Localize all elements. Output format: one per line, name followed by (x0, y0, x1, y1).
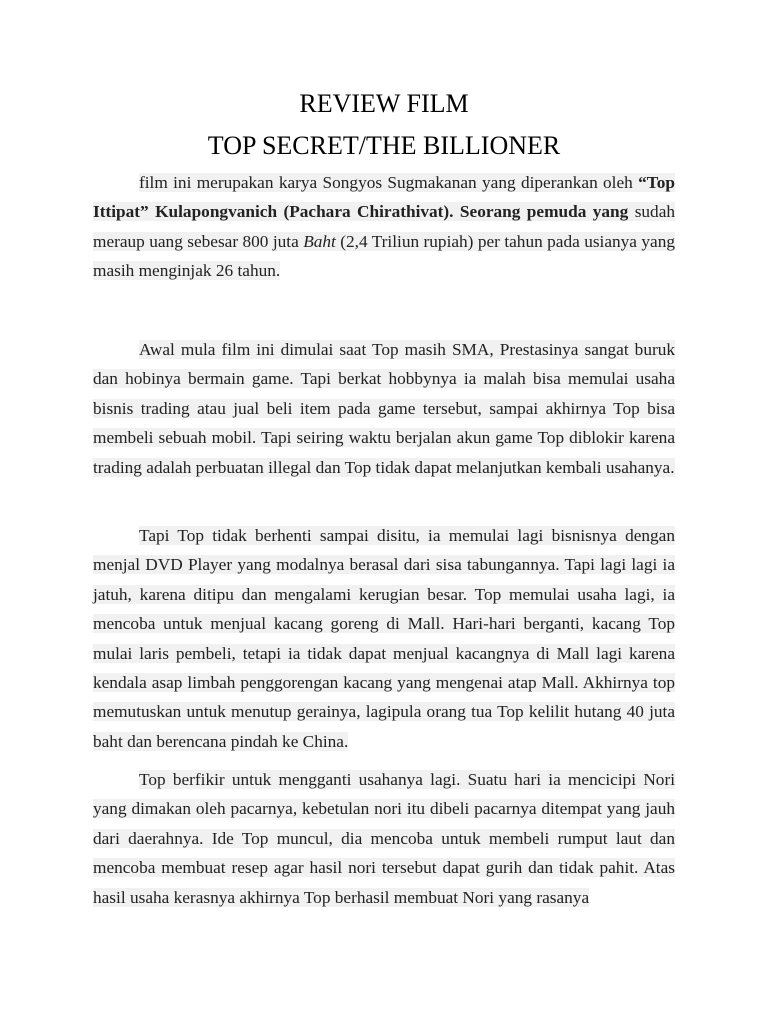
paragraph-2-text: Awal mula film ini dimulai saat Top masih SMA, Prestasinya sangat buruk dan hobinya bermain game. Tapi berkat hobbynya ia malah bisa memulai usaha bisnis trading atau jual beli item pada game tersebut, sampai akhirnya Top bisa membeli sebuah mobil. Tapi seiring waktu berjalan akun game Top diblokir karena trading adalah perbuatan illegal dan Top tidak dapat melanjutkan kembali usahanya. (93, 340, 675, 477)
intro-text-baht: Baht (303, 231, 336, 251)
intro-text-a: film ini merupakan karya Songyos Sugmakanan yang diperankan oleh (139, 173, 633, 192)
paragraph-intro (93, 168, 675, 286)
paragraph-4-text: Top berfikir untuk mengganti usahanya lagi. Suatu hari ia mencicipi Nori yang dimakan oleh pacarnya, kebetulan nori itu dibeli pacarnya ditempat yang jauh dari daerahnya. Ide Top muncul, dia mencoba untuk membeli rumput laut dan mencoba membuat resep agar hasil nori tersebut dapat gurih dan tidak pahit. Atas hasil usaha kerasnya akhirnya Top berhasil membuat Nori yang rasanya (93, 770, 675, 907)
paragraph-3-text: Tapi Top tidak berhenti sampai disitu, ia memulai lagi bisnisnya dengan menjal DVD Player yang modalnya berasal dari sisa tabungannya. Tapi lagi lagi ia jatuh, karena ditipu dan mengalami kerugian besar. Top memulai usaha lagi, ia mencoba untuk menjual kacang goreng di Mall. Hari-hari berganti, kacang Top mulai laris pembeli, tetapi ia tidak dapat menjual kacangnya di Mall lagi karena kendala asap limbah penggorengan kacang yang mengenai atap Mall. Akhirnya top memutuskan untuk menutup gerainya, lagipula orang tua Top kelilit hutang 40 juta baht dan berencana pindah ke China. (93, 526, 675, 751)
intro-text-f: (2,4 Triliun rupiah) per tahun pada usianya yang masih menginjak 26 tahun. (93, 231, 675, 281)
paragraph-4 (93, 765, 675, 912)
paragraph-2 (93, 335, 675, 482)
document-title: REVIEW FILM (299, 89, 469, 118)
intro-text-c: Seorang pemuda yang (459, 202, 629, 222)
intro-text-d: sudah meraup uang sebesar 800 juta (93, 202, 676, 251)
paragraph-3 (93, 521, 675, 756)
document-subtitle: TOP SECRET/THE BILLIONER (207, 131, 561, 160)
intro-text-b: “Top Ittipat” Kulapongvanich (Pachara Chirathivat). (93, 173, 675, 222)
